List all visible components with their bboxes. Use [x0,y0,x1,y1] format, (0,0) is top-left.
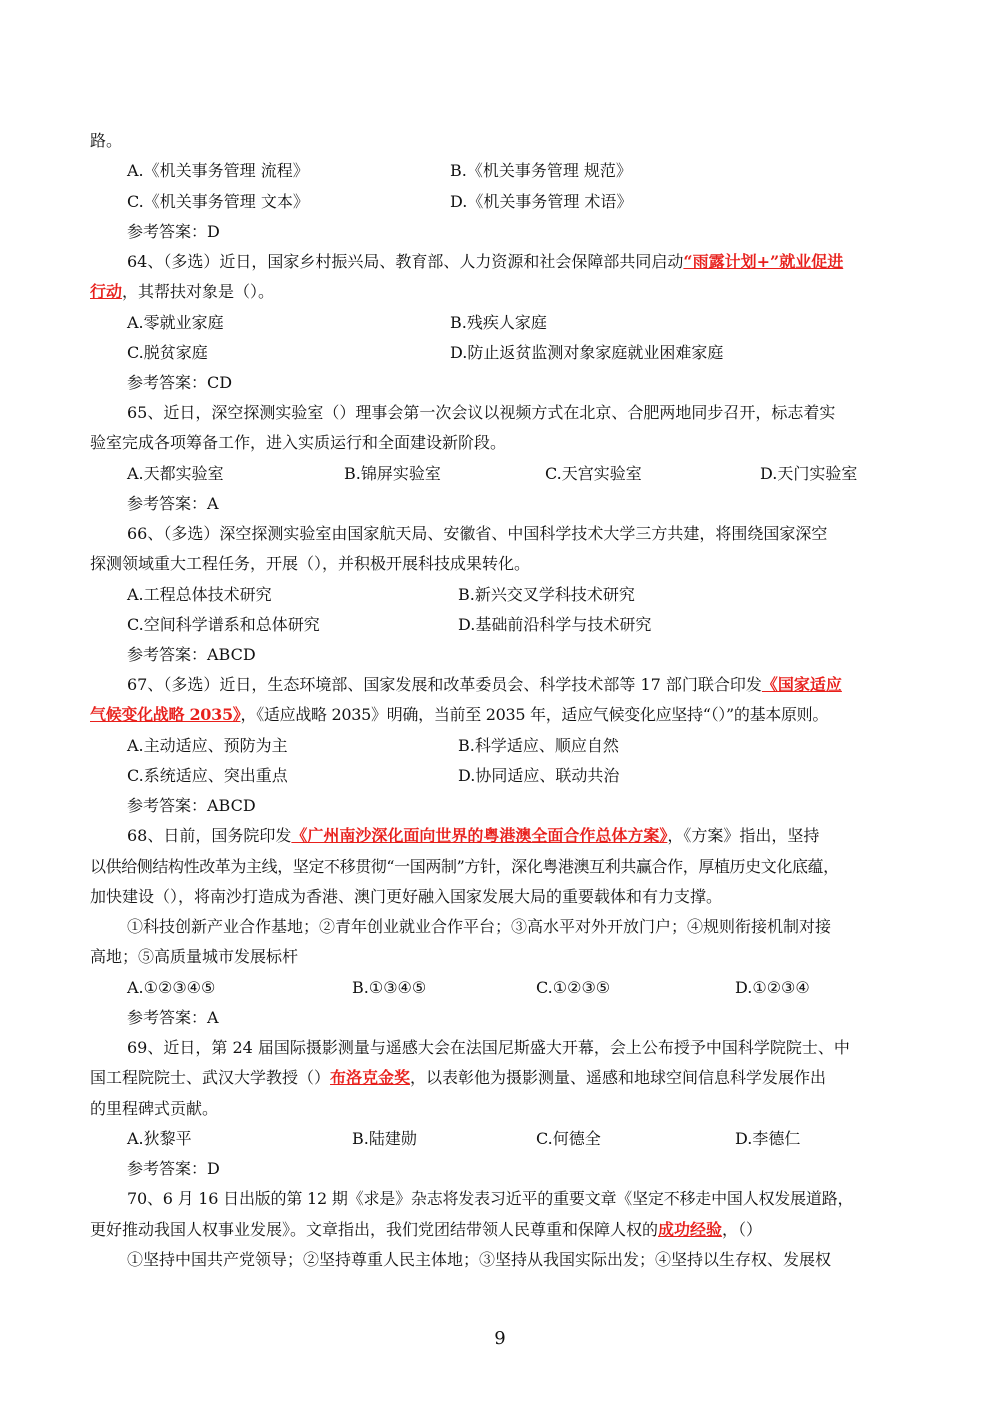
page-number: 9 [494,1328,506,1349]
question-70-line: 70、6 月 16 日出版的第 12 期《求是》杂志将发表习近平的重要文章《坚定不移走中国人权发展道路， [127,1189,854,1208]
answer: 参考答案：D [127,222,220,241]
text-line: 路。 [90,131,123,150]
question-66-line: 探测领域重大工程任务，开展（），并积极开展科技成果转化。 [90,554,531,573]
question-65-line: 65、近日，深空探测实验室（）理事会第一次会议以视频方式在北京、合肥两地同步召开，标志着实 [127,403,836,422]
option-c: C.天宫实验室 [545,464,642,483]
question-64-line [90,281,274,303]
option-d: D.防止返贫监测对象家庭就业困难家庭 [450,343,724,362]
option-d: D.①②③④ [735,978,810,997]
highlighted-text: “雨露计划+”就业促进 [683,252,844,271]
question-70-line: ①坚持中国共产党领导；②坚持尊重人民主体地；③坚持从我国实际出发；④坚持以生存权、发展权 [127,1250,832,1269]
question-68-line [127,825,819,847]
option-c: C.系统适应、突出重点 [127,766,288,785]
option-d: D.基础前沿科学与技术研究 [458,615,652,634]
answer: 参考答案：ABCD [127,796,256,815]
option-c: C.《机关事务管理 文本》 [127,192,309,211]
option-a: A.①②③④⑤ [127,978,216,997]
question-66-line: 66、（多选）深空探测实验室由国家航天局、安徽省、中国科学技术大学三方共建，将围绕国家深空 [127,524,828,543]
option-b: B.陆建勋 [352,1129,417,1148]
question-text: ，以表彰他为摄影测量、遥感和地球空间信息科学发展作出 [410,1068,827,1087]
option-d: D.协同适应、联动共治 [458,766,620,785]
answer: 参考答案：D [127,1159,220,1178]
question-70-line [90,1219,762,1241]
option-b: B.新兴交叉学科技术研究 [458,585,635,604]
question-69-line: 69、近日，第 24 届国际摄影测量与遥感大会在法国尼斯盛大开幕，会上公布授予中国科学院院士、中 [127,1038,850,1057]
option-d: D.天门实验室 [760,464,858,483]
option-d: D.李德仁 [735,1129,801,1148]
option-a: A.主动适应、预防为主 [127,736,288,755]
question-text: 67、（多选）近日，生态环境部、国家发展和改革委员会、科学技术部等 17 部门联合印发 [127,675,762,694]
answer: 参考答案：ABCD [127,645,256,664]
question-69-line: 的里程碑式贡献。 [90,1099,219,1118]
question-64-line [127,251,843,273]
question-text: ，（） [722,1220,763,1239]
question-69-line [90,1067,826,1089]
highlighted-text: 《国家适应 [761,675,842,694]
question-68-line: 高地；⑤高质量城市发展标杆 [90,947,299,966]
answer: 参考答案：A [127,494,219,513]
question-68-line: ①科技创新产业合作基地；②青年创业就业合作平台；③高水平对外开放门户；④规则衔接机制对接 [127,917,832,936]
answer: 参考答案：CD [127,373,233,392]
option-c: C.何德全 [536,1129,601,1148]
question-67-line [127,674,842,696]
option-c: C.脱贫家庭 [127,343,208,362]
question-text: ，《适应战略 2035》明确，当前至 2035 年，适应气候变化应坚持“（）”的基本原则。 [240,705,829,724]
option-a: A.工程总体技术研究 [127,585,272,604]
question-67-line [90,704,828,726]
highlighted-text: 气候变化战略 2035》 [90,705,241,724]
question-68-line: 加快建设（），将南沙打造成为香港、澳门更好融入国家发展大局的重要载体和有力支撑。 [90,887,723,906]
question-text: ，《方案》指出，坚持 [667,826,820,845]
option-a: A.《机关事务管理 流程》 [127,161,309,180]
option-b: B.《机关事务管理 规范》 [450,161,632,180]
question-text: 68、日前，国务院印发 [127,826,292,845]
option-a: A.狄黎平 [127,1129,192,1148]
question-text: ，其帮扶对象是（）。 [122,282,275,301]
question-65-line: 验室完成各项筹备工作，进入实质运行和全面建设新阶段。 [90,433,507,452]
option-b: B.科学适应、顺应自然 [458,736,619,755]
option-c: C.空间科学谱系和总体研究 [127,615,320,634]
option-a: A.零就业家庭 [127,313,224,332]
highlighted-text: 行动 [90,282,123,301]
option-b: B.残疾人家庭 [450,313,547,332]
question-text: 更好推动我国人权事业发展》。文章指出，我们党团结带领人民尊重和保障人权的 [90,1220,659,1239]
highlighted-text: 布洛克金奖 [330,1068,411,1087]
option-c: C.①②③⑤ [536,978,611,997]
question-text: 国工程院院士、武汉大学教授（） [90,1068,331,1087]
highlighted-text: 成功经验 [658,1220,723,1239]
option-a: A.天都实验室 [127,464,224,483]
answer: 参考答案：A [127,1008,219,1027]
question-68-line: 以供给侧结构性改革为主线，坚定不移贯彻“一国两制”方针，深化粤港澳互利共赢合作，厚植历史文化底蕴， [90,857,839,876]
question-text: 64、（多选）近日，国家乡村振兴局、教育部、人力资源和社会保障部共同启动 [127,252,684,271]
highlighted-text: 《广州南沙深化面向世界的粤港澳全面合作总体方案》 [291,826,668,845]
option-b: B.锦屏实验室 [344,464,441,483]
option-d: D.《机关事务管理 术语》 [450,192,633,211]
option-b: B.①③④⑤ [352,978,427,997]
